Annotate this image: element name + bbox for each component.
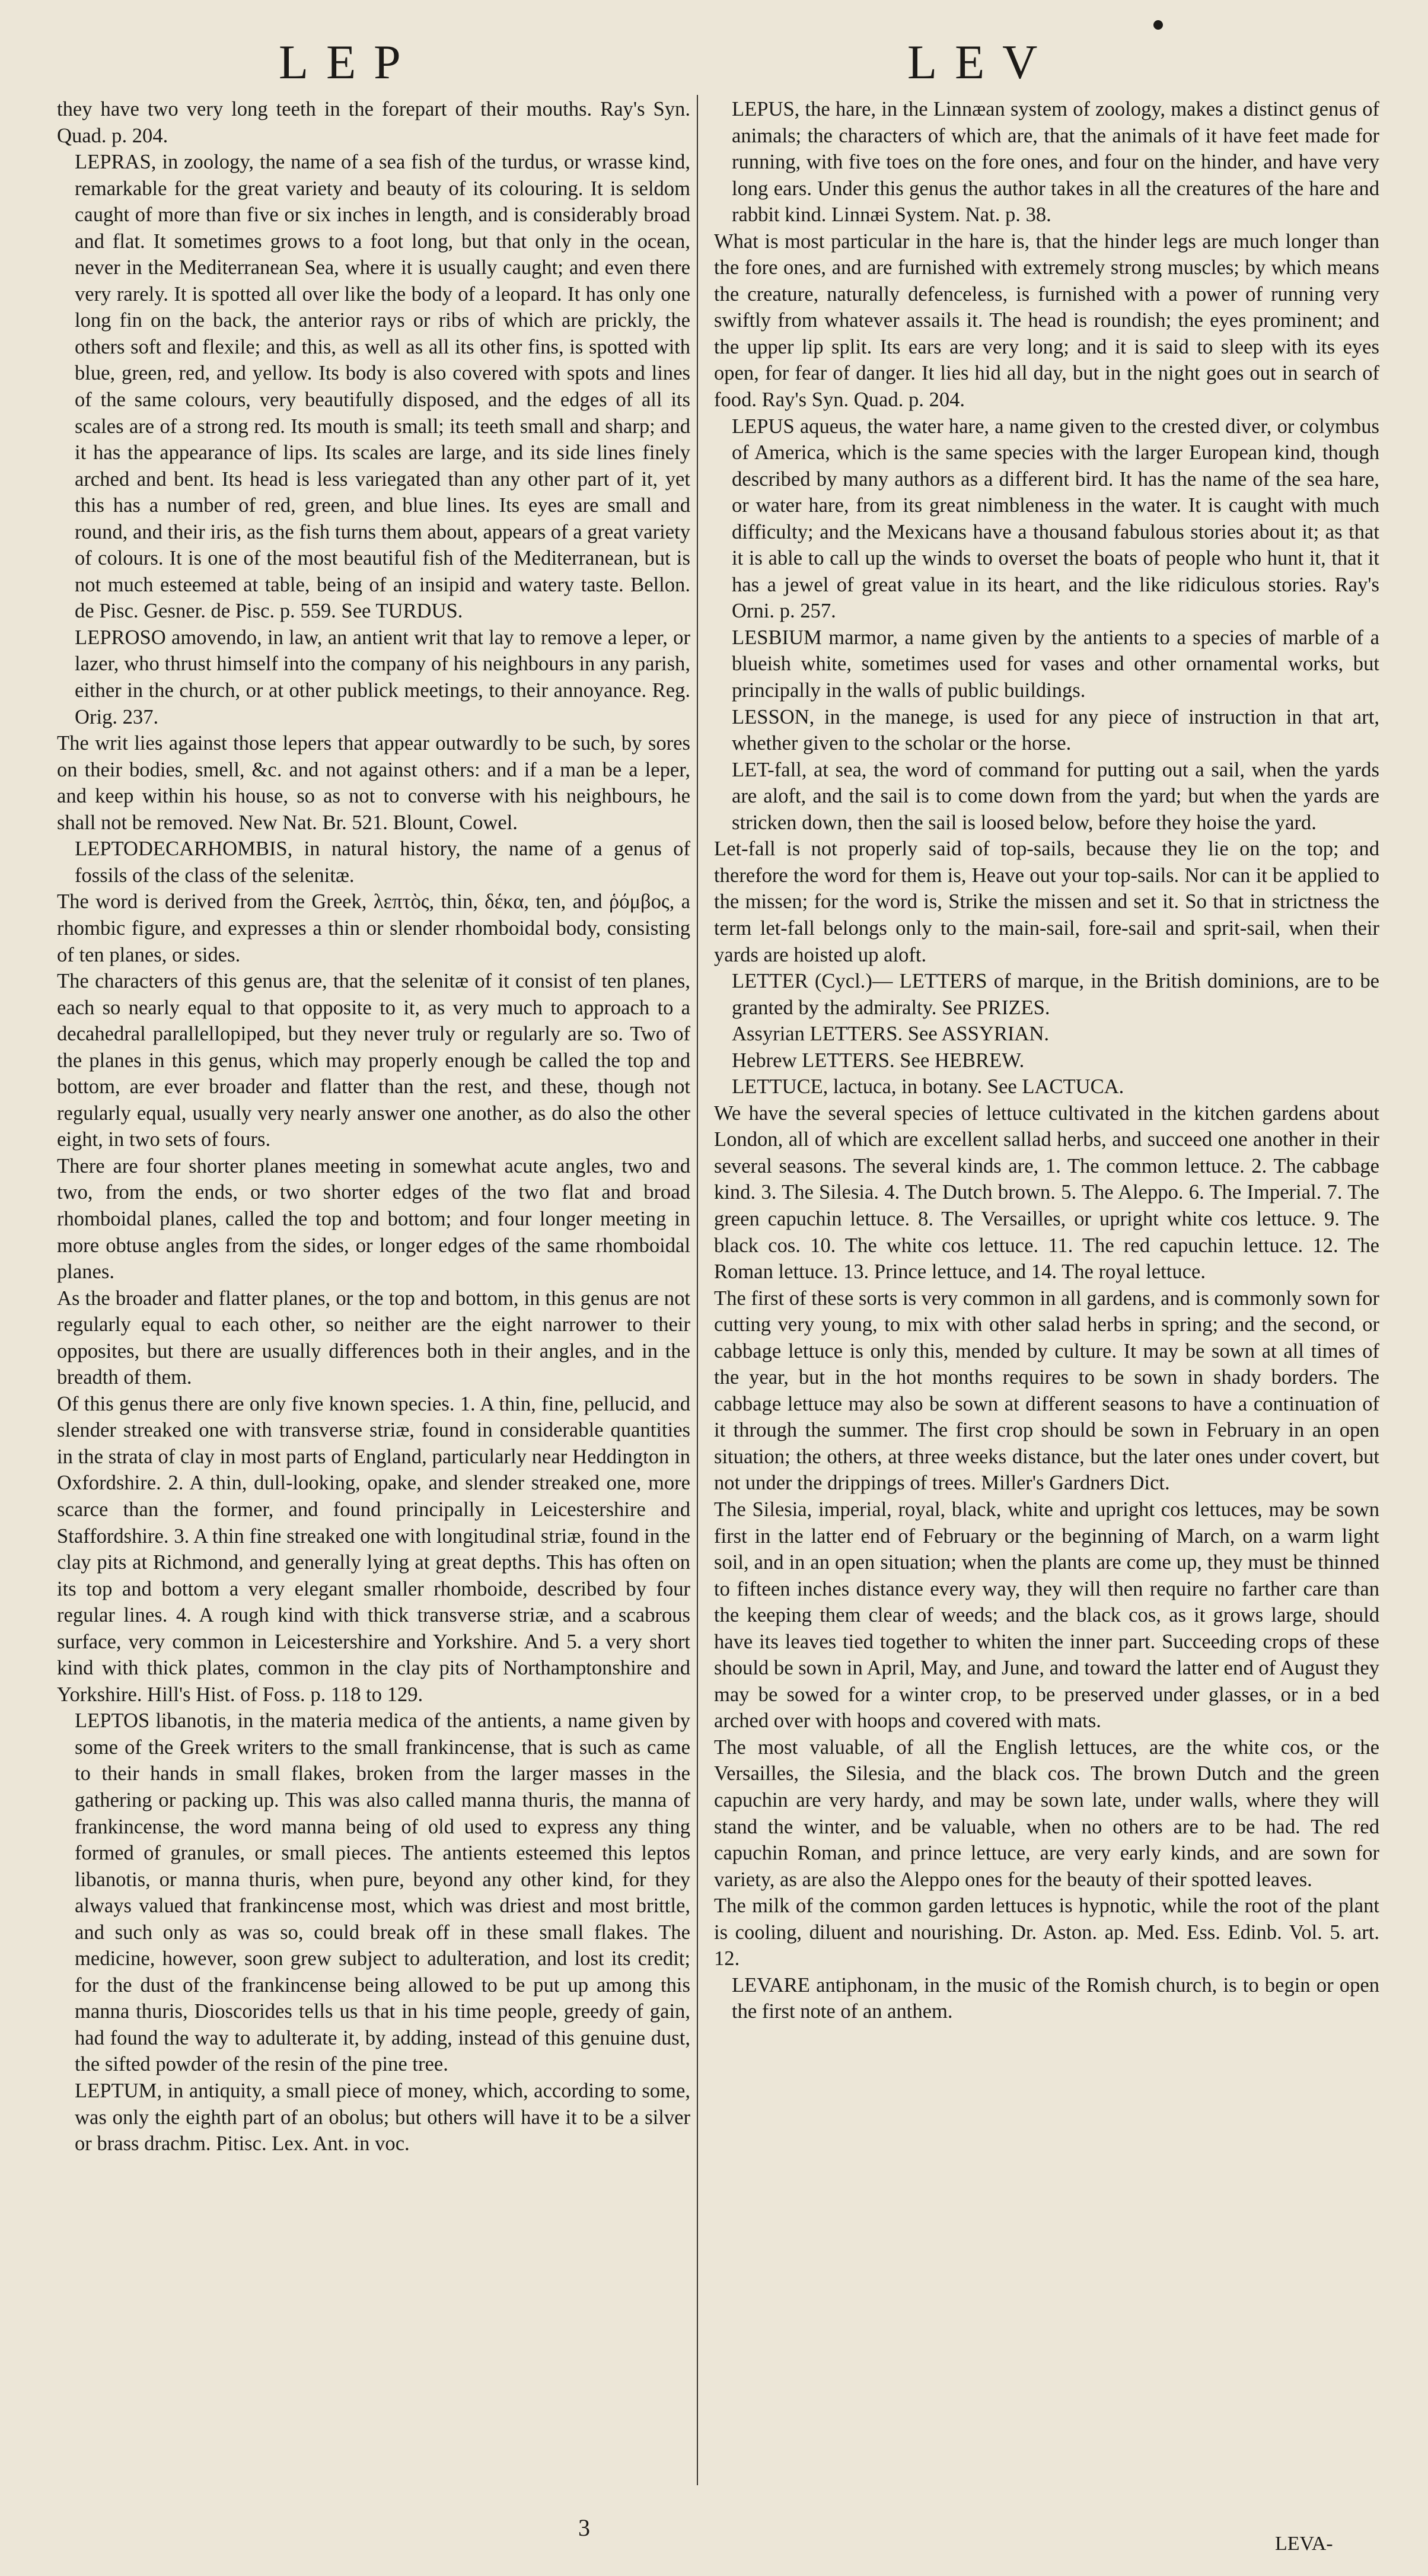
running-head-left: LEP: [279, 35, 419, 89]
right-paragraph: What is most particular in the hare is, that the hinder legs are much longer than the fore ones, and are furnished with extremely strong muscles; by which means the creature, naturally defenceless, is furnished with a power of running very swiftly from whatever assails it. The head is roundish; the eyes prominent; and the upper lip split. Its ears are very long; and it is said to sleep with its eyes open, for fear of danger. It lies hid all day, but in the night goes out in search of food. Ray's Syn. Quad. p. 204.: [714, 230, 1379, 412]
entry-lepus-aqueus: LEPUS aqueus, the water hare, a name given to the crested diver, or colymbus of America, which is the same species with the larger European kind, though described by many authors as a different bird. It has the name of the sea hare, or water hare, from its great nimbleness in the water. It is caught with much difficulty; and the Mexicans have a thousand fabulous stories about it; as that it is able to call up the winds to overset the boats of people who hunt it, that it has a jewel of great value in its heart, and the like ridiculous stories. Ray's Orni. p. 257.: [732, 415, 1379, 623]
entry-leptum: LEPTUM, in antiquity, a small piece of money, which, according to some, was only the eighth part of an obolus; but others will have it to be a silver or brass drachm. Pitisc. Lex. Ant. in voc.: [75, 2080, 690, 2155]
left-paragraph: There are four shorter planes meeting in somewhat acute angles, two and two, from the ends, or two shorter edges of the two flat and broad rhomboidal planes, called the top and bottom; and four longer meeting in more obtuse angles from the sides, or longer edges of the same rhomboidal planes.: [57, 1154, 690, 1284]
entry-hebrew-letters: Hebrew LETTERS. See HEBREW.: [732, 1049, 1025, 1072]
entry-lesson: LESSON, in the manege, is used for any piece of instruction in that art, whether given to the scholar or the horse.: [732, 705, 1379, 755]
right-paragraph: Let-fall is not properly said of top-sails, because they lie on the top; and therefore the word for them is, Heave out your top-sails. Nor can it be applied to the missen; for the word is, Strike the missen and set it. So that in strictness the term let-fall belongs only to the main-sail, fore-sail and sprit-sail, when their yards are hoisted up aloft.: [714, 838, 1379, 966]
entry-levare: LEVARE antiphonam, in the music of the Romish church, is to begin or open the first note of an anthem.: [732, 1973, 1379, 2023]
entry-let-fall: LET-fall, at sea, the word of command for putting out a sail, when the yards are aloft, and the sail is to come down from the yard; but when the yards are stricken down, then the sail is loosed below, before they hoise the yard.: [732, 758, 1379, 834]
column-rule: [697, 95, 698, 2485]
left-paragraph: The word is derived from the Greek, λεπτὸς, thin, δέκα, ten, and ῥόμβος, a rhombic figure, and expresses a thin or slender rhomboidal body, consisting of ten planes, or sides.: [57, 890, 690, 966]
right-paragraph: The first of these sorts is very common in all gardens, and is commonly sown for cutting very young, to mix with other salad herbs in spring; and the second, or cabbage lettuce is only this, mended by culture. It may be sown at all times of the year, but in the hot months requires to be sown in shady borders. The cabbage lettuce may also be sown at different seasons to have a continuation of it through the summer. The first crop should be sown in February in an open situation; the others, at three weeks distance, but the later ones under covert, but not under the drippings of trees. Miller's Gardners Dict.: [714, 1287, 1379, 1495]
left-paragraph: The writ lies against those lepers that appear outwardly to be such, by sores on their bodies, smell, &c. and not against others: and if a man be a leper, and keep within his house, so as not to converse with his neighbours, he shall not be removed. New Nat. Br. 521. Blount, Cowel.: [57, 732, 690, 834]
entry-leproso: LEPROSO amovendo, in law, an antient writ that lay to remove a leper, or lazer, who thrust himself into the company of his neighbours in any parish, either in the church, or at other publick meetings, to their annoyance. Reg. Orig. 237.: [75, 626, 690, 728]
right-paragraph: We have the several species of lettuce cultivated in the kitchen gardens about London, all of which are excellent sallad herbs, and succeed one another in their several seasons. The several kinds are, 1. The common lettuce. 2. The cabbage kind. 3. The Silesia. 4. The Dutch brown. 5. The Aleppo. 6. The Imperial. 7. The green capuchin lettuce. 8. The Versailles, or upright white cos lettuce. 9. The black cos. 10. The white cos lettuce. 11. The red capuchin lettuce. 12. The Roman lettuce. 13. Prince lettuce, and 14. The royal lettuce.: [714, 1101, 1379, 1284]
page-number: 3: [578, 2514, 590, 2541]
entry-letter: LETTER (Cycl.)— LETTERS of marque, in the British dominions, are to be granted by the admiralty. See PRIZES.: [732, 970, 1379, 1019]
entry-leptodecarhombis: LEPTODECARHOMBIS, in natural history, the name of a genus of fossils of the class of the selenitæ.: [75, 838, 690, 887]
right-paragraph: The milk of the common garden lettuces is hypnotic, while the root of the plant is cooling, diluent and nourishing. Dr. Aston. ap. Med. Ess. Edinb. Vol. 5. art. 12.: [714, 1894, 1379, 1970]
left-paragraph: As the broader and flatter planes, or the top and bottom, in this genus are not regularly equal to each other, so neither are the eight narrower to their opposites, but there are usually differences both in their angles, and in the breadth of them.: [57, 1287, 690, 1389]
running-head-right: LEV: [907, 35, 1056, 89]
left-column: [49, 96, 690, 2157]
left-paragraph: they have two very long teeth in the forepart of their mouths. Ray's Syn. Quad. p. 204.: [57, 98, 690, 147]
printer-mark: [1153, 20, 1163, 30]
entry-lepus: LEPUS, the hare, in the Linnæan system of zoology, makes a distinct genus of animals; the characters of which are, that the animals of it have feet made for running, with five toes on the fore ones, and four on the hinder, and have very long ears. Under this genus the author takes in all the creatures of the hare and rabbit kind. Linnæi System. Nat. p. 38.: [732, 98, 1379, 227]
entry-leptos: LEPTOS libanotis, in the materia medica of the antients, a name given by some of the Greek writers to the small frankincense, that is such as came to their hands in small flakes, broken from the larger masses in the gathering or packing up. This was also called manna thuris, the manna of frankincense, the word manna being of old used to express any thing formed of granules, or small pieces. The antients esteemed this leptos libanotis, or manna thuris, when pure, beyond any other kind, for they always valued that frankincense most, which was driest and most brittle, and such only as was so, could break off in these small flakes. The medicine, however, soon grew subject to adulteration, and lost its credit; for the dust of the frankincense being allowed to be put up among this manna thuris, Dioscorides tells us that in his time people, greedy of gain, had found the way to adulterate it, by adding, instead of this genuine dust, the sifted powder of the resin of the pine tree.: [75, 1709, 690, 2076]
left-paragraph: The characters of this genus are, that the selenitæ of it consist of ten planes, each so nearly equal to that opposite to it, as very much to approach to a decahedral parallellopiped, but they never truly or regularly are so. Two of the planes in this genus, which may properly enough be called the top and bottom, are ever broader and flatter than the rest, and these, though not regularly equal, usually very nearly answer one another, as do also the other eight, in two sets of fours.: [57, 970, 690, 1151]
right-column: [706, 96, 1379, 2025]
catchword: LEVA-: [1275, 2533, 1333, 2555]
left-paragraph: Of this genus there are only five known species. 1. A thin, fine, pellucid, and slender streaked one with transverse striæ, found in considerable quantities in the strata of clay in most parts of England, particularly near Heddington in Oxfordshire. 2. A thin, dull-looking, opake, and slender streaked one, more scarce than the former, and found principally in Leicestershire and Staffordshire. 3. A thin fine streaked one with longitudinal striæ, found in the clay pits at Richmond, and generally lying at great depths. This has often on its top and bottom a very elegant smaller rhomboide, described by four regular lines. 4. A rough kind with thick transverse striæ, and a scabrous surface, very common in Leicestershire and Yorkshire. And 5. a very short kind with thick plates, common in the clay pits of Northamptonshire and Yorkshire. Hill's Hist. of Foss. p. 118 to 129.: [57, 1392, 690, 1706]
entry-assyrian-letters: Assyrian LETTERS. See ASSYRIAN.: [732, 1023, 1049, 1046]
entry-lesbium: LESBIUM marmor, a name given by the antients to a species of marble of a blueish white, sometimes used for vases and other ornamental works, but principally in the walls of public buildings.: [732, 626, 1379, 702]
entry-lettuce: LETTUCE, lactuca, in botany. See LACTUCA.: [732, 1075, 1124, 1098]
entry-lepras: LEPRAS, in zoology, the name of a sea fish of the turdus, or wrasse kind, remarkable for the great variety and beauty of its colouring. It is seldom caught of more than five or six inches in length, and is considerably broad and flat. It sometimes grows to a foot long, but that only in the ocean, never in the Mediterranean Sea, where it is usually caught; and even there very rarely. It is spotted all over like the body of a leopard. It has only one long fin on the back, the anterior rays or ribs of which are prickly, the others soft and flexile; and this, as well as all its other fins, is spotted with blue, green, red, and yellow. Its body is also covered with spots and lines of the same colours, very beautifully disposed, and the edges of all its scales are of a strong red. Its mouth is small; its teeth small and sharp; and it has the appearance of lips. Its scales are large, and its side lines finely arched and bent. Its head is less variegated than any other part of it, yet this has a number of red, green, and blue lines. Its eyes are small and round, and their iris, as the fish turns them about, appears of a great variety of colours. It is one of the most beautiful fish of the Mediterranean, but is not much esteemed at table, being of an insipid and watery taste. Bellon. de Pisc. Gesner. de Pisc. p. 559. See TURDUS.: [75, 151, 690, 623]
right-paragraph: The Silesia, imperial, royal, black, white and upright cos lettuces, may be sown first in the latter end of February or the beginning of March, on a warm light soil, and in an open situation; when the plants are come up, they must be thinned to fifteen inches distance every way, they will then require no farther care than the keeping them clear of weeds; and the black cos, as it grows large, should have its leaves tied together to whiten the inner part. Succeeding crops of these should be sown in April, May, and June, and toward the latter end of August they may be sowed for a winter crop, to be preserved under glasses, or in a bed arched over with hoops and covered with mats.: [714, 1498, 1379, 1733]
right-paragraph: The most valuable, of all the English lettuces, are the white cos, or the Versailles, the Silesia, and the black cos. The brown Dutch and the green capuchin are very hardy, and may be sown late, under walls, where they will stand the winter, and be valuable, when no others are to be had. The red capuchin Roman, and prince lettuce, are very early kinds, and are sown for variety, as are also the Aleppo ones for the beauty of their spotted leaves.: [714, 1736, 1379, 1891]
